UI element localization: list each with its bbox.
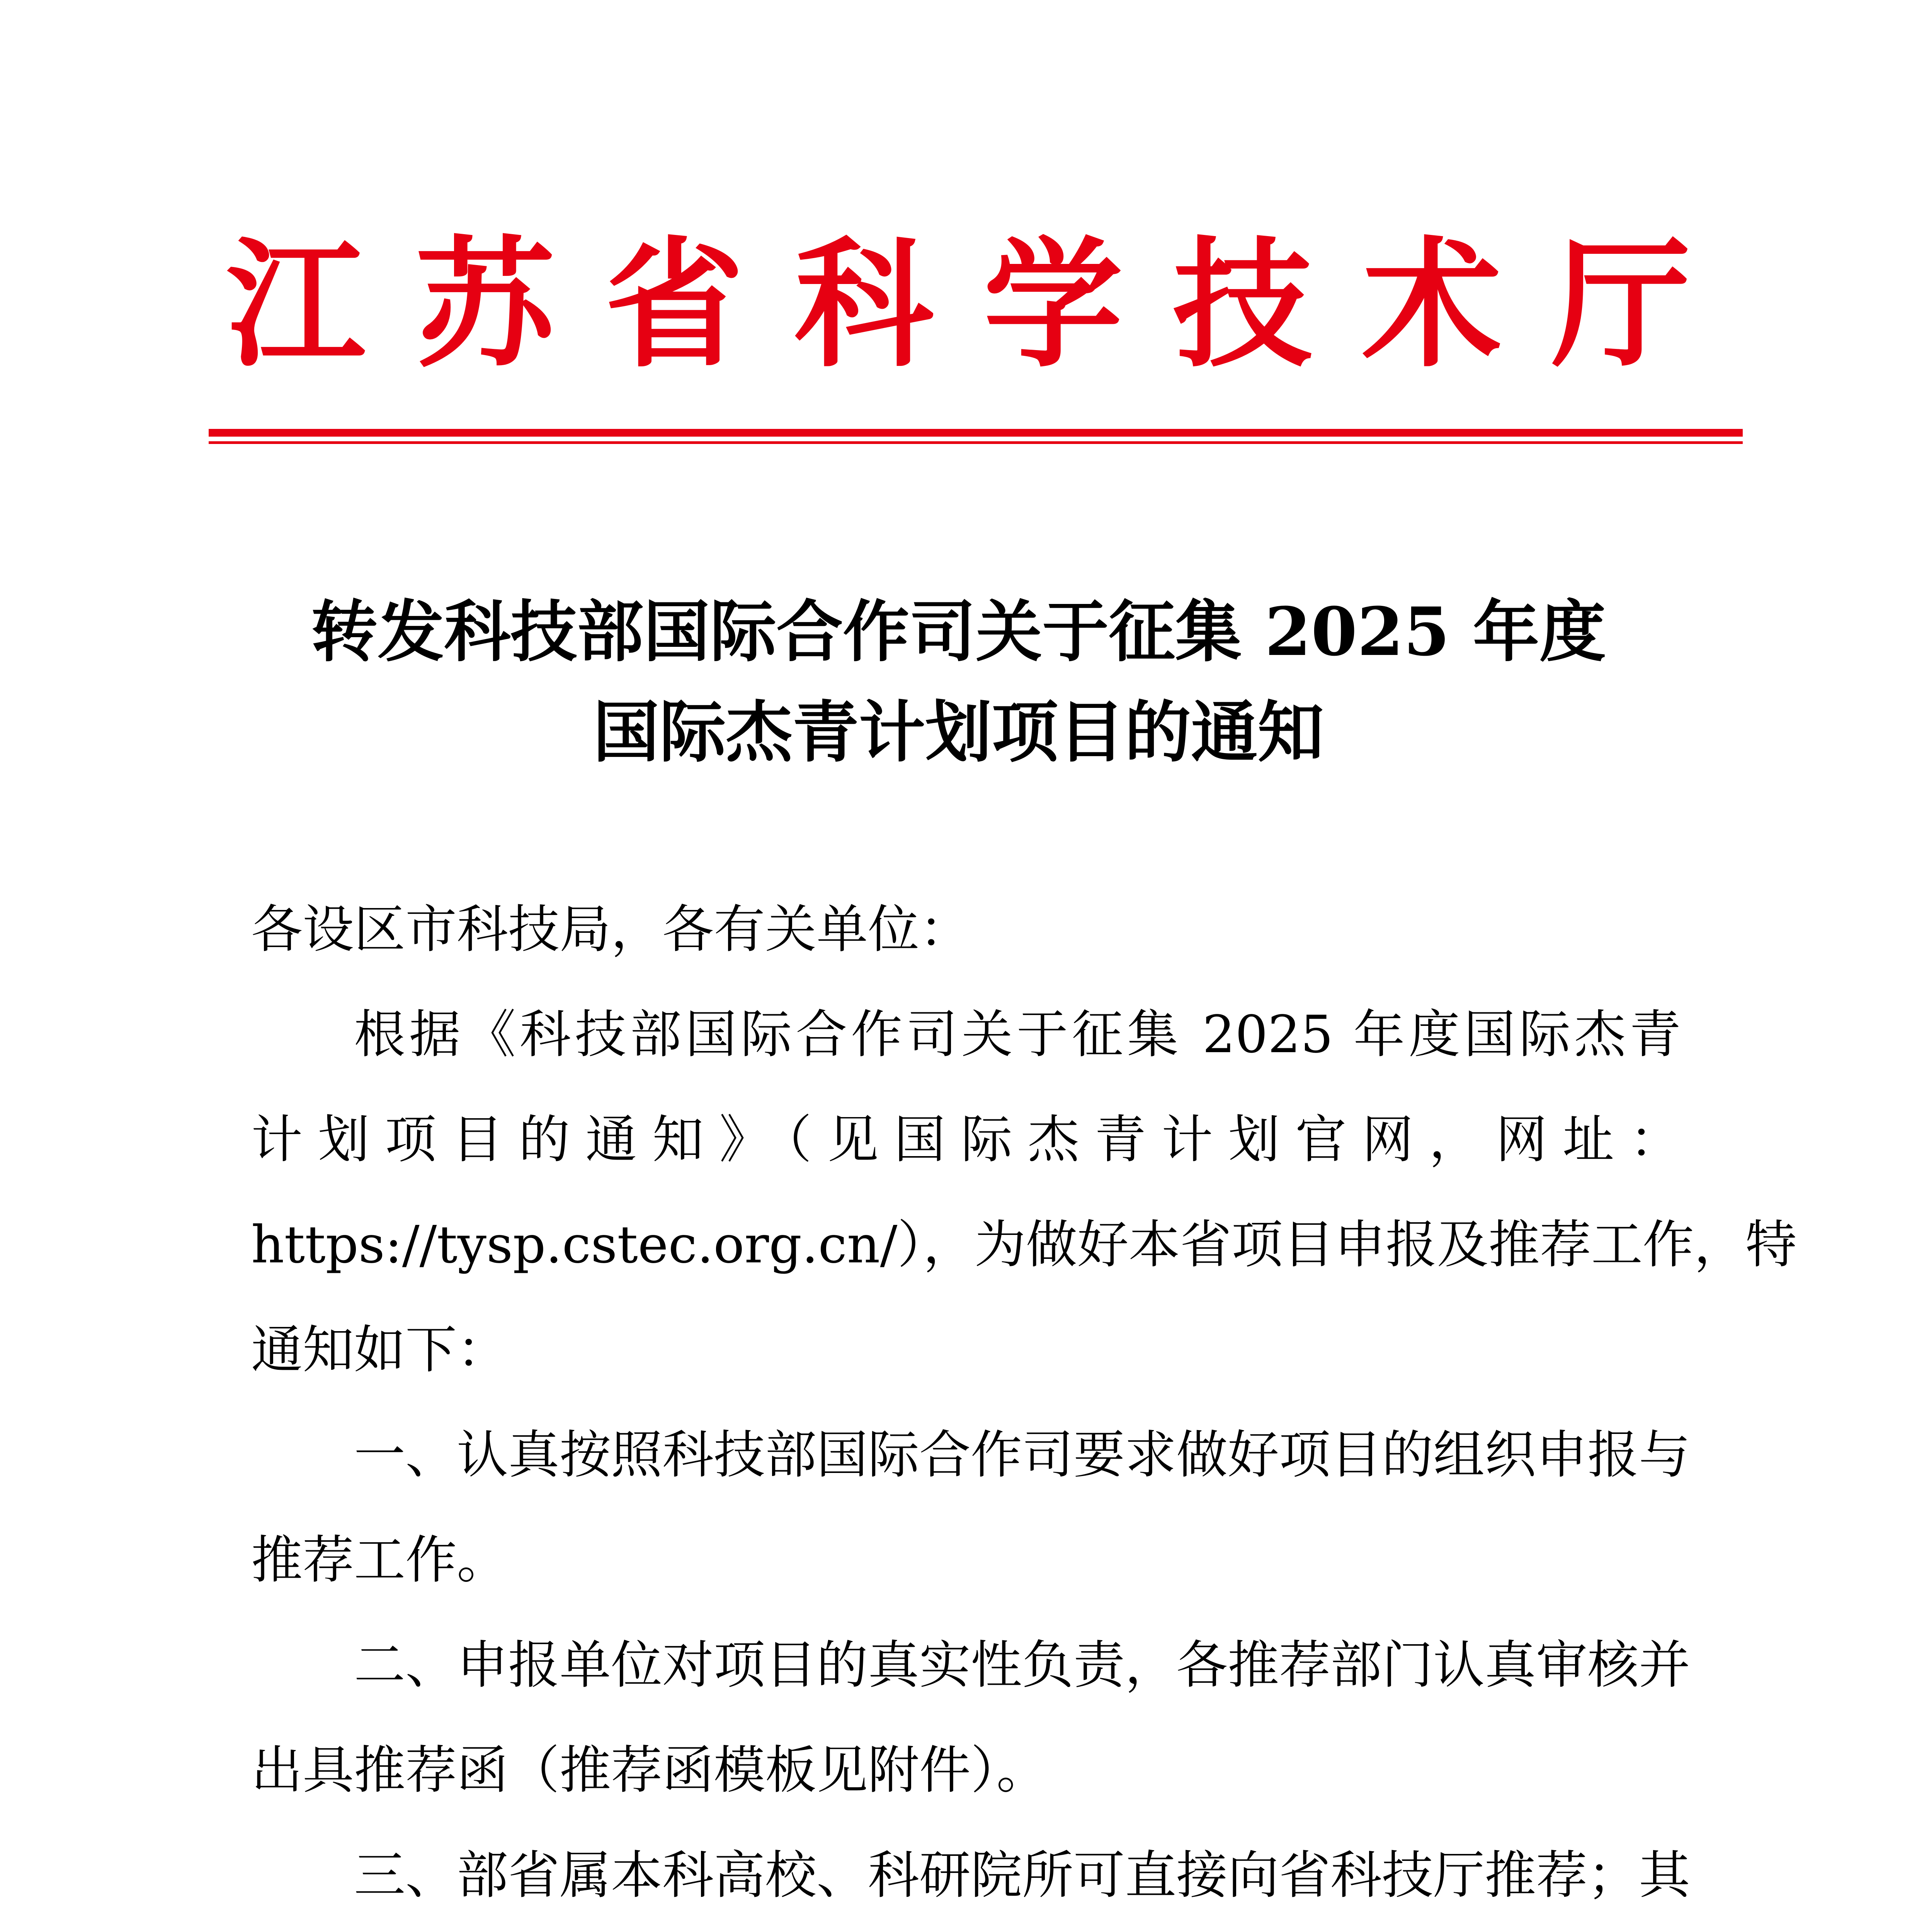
letterhead-char: 省 — [605, 224, 744, 386]
item-two-line: 二、申报单位对项目的真实性负责，各推荐部门认真审核并 — [354, 1636, 1690, 1695]
item-three-line — [251, 1928, 1681, 1932]
paragraph-intro-line: https://tysp.cstec.org.cn/），为做好本省项目申报及推荐工作，特 — [251, 1215, 1797, 1275]
letterhead-char: 江 — [226, 224, 366, 386]
document-body — [251, 877, 1797, 1932]
item-one-line: 一、认真按照科技部国际合作司要求做好项目的组织申报与 — [354, 1425, 1690, 1485]
letterhead-char: 科 — [794, 224, 934, 386]
paragraph-intro-line: 计划项目的通知》（见国际杰青计划官网，网址： — [251, 1110, 1681, 1170]
letterhead-char: 技 — [1173, 224, 1312, 386]
paragraph-intro-line: 根据《科技部国际合作司关于征集 2025 年度国际杰青 — [354, 1005, 1681, 1065]
letterhead-org-name — [0, 220, 1917, 390]
item-three-line: 三、部省属本科高校、科研院所可直接向省科技厅推荐；其 — [354, 1846, 1690, 1905]
document-title-line-1: 转发科技部国际合作司关于征集 2025 年度 — [311, 592, 1606, 671]
item-one-line: 推荐工作。 — [251, 1531, 508, 1590]
salutation: 各设区市科技局，各有关单位： — [251, 900, 971, 959]
letterhead-char: 学 — [983, 224, 1123, 386]
letterhead-rule-thin — [209, 441, 1743, 444]
letterhead-char: 术 — [1362, 224, 1502, 386]
paragraph-intro-line: 通知如下： — [251, 1320, 508, 1380]
letterhead-rule-thick — [209, 429, 1743, 437]
item-two-line: 出具推荐函（推荐函模板见附件）。 — [251, 1741, 1048, 1800]
letterhead-char: 苏 — [415, 224, 555, 386]
letterhead-char: 厅 — [1551, 224, 1691, 386]
document-title-line-2: 国际杰青计划项目的通知 — [593, 693, 1324, 771]
